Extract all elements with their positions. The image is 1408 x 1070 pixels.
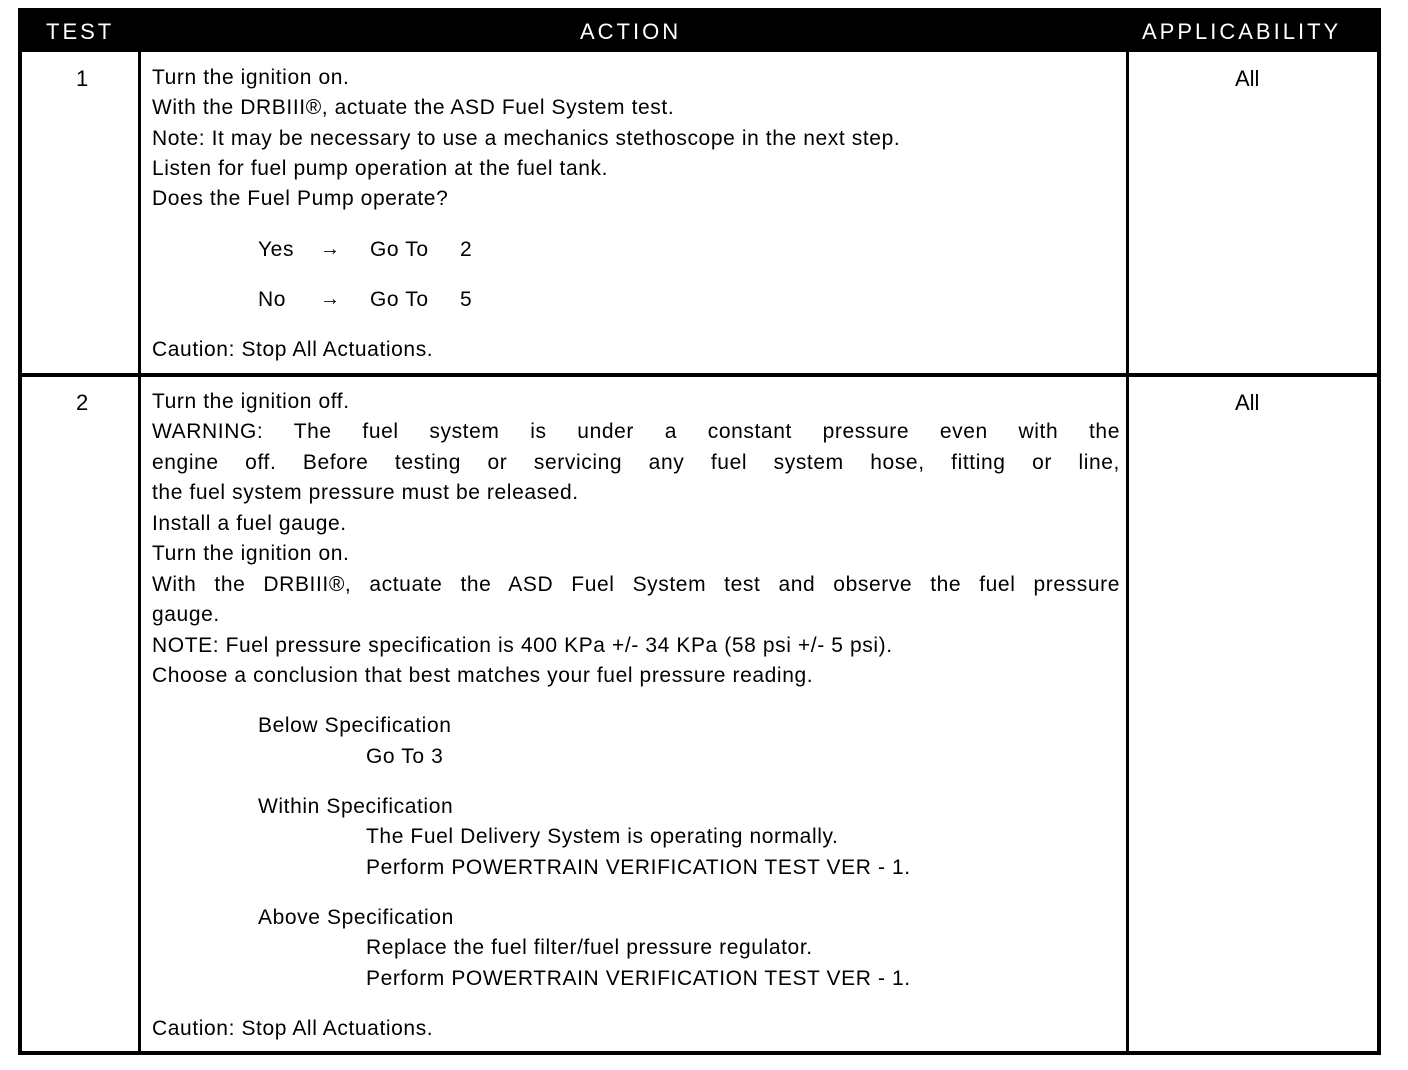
- test2-warning-line: WARNING: The fuel system is under a constant pressure even with the: [152, 420, 1120, 443]
- header-applicability: APPLICABILITY: [1142, 19, 1342, 44]
- test2-line: Turn the ignition off.: [152, 390, 350, 413]
- applicability-1: All: [1235, 66, 1260, 91]
- test2-line: Choose a conclusion that best matches your fuel pressure reading.: [152, 664, 814, 687]
- test2-note: NOTE: Fuel pressure specification is 400 KPa +/- 34 KPa (58 psi +/- 5 psi).: [152, 634, 893, 657]
- test2-line: With the DRBIII®, actuate the ASD Fuel System test and observe the fuel pressure: [152, 573, 1120, 596]
- arrow-icon: →: [320, 238, 340, 260]
- yes-goto-target: 2: [460, 238, 473, 261]
- above-spec-label: Above Specification: [258, 906, 454, 929]
- test1-line: Turn the ignition on.: [152, 66, 350, 89]
- below-spec-action: Go To 3: [366, 745, 444, 768]
- test-number-2: 2: [76, 390, 89, 415]
- test2-line: gauge.: [152, 603, 220, 626]
- test1-line: Listen for fuel pump operation at the fuel tank.: [152, 157, 609, 180]
- within-spec-action: The Fuel Delivery System is operating normally.: [366, 825, 839, 848]
- yes-option-label: Yes: [258, 238, 295, 261]
- test2-line: Turn the ignition on.: [152, 542, 350, 565]
- test-number-1: 1: [76, 66, 89, 91]
- below-spec-label: Below Specification: [258, 714, 452, 737]
- yes-goto-label: Go To: [370, 238, 429, 261]
- table-header: [22, 12, 1377, 52]
- applicability-2: All: [1235, 390, 1260, 415]
- diagnostic-table: [18, 8, 1381, 1055]
- header-action: ACTION: [580, 19, 682, 44]
- no-option-label: No: [258, 288, 287, 311]
- no-goto-target: 5: [460, 288, 473, 311]
- column-divider-applicability: [1126, 52, 1129, 1051]
- within-spec-label: Within Specification: [258, 795, 454, 818]
- column-divider-test: [138, 52, 141, 1051]
- test1-line: With the DRBIII®, actuate the ASD Fuel System test.: [152, 96, 675, 119]
- test1-line: Note: It may be necessary to use a mechanics stethoscope in the next step.: [152, 127, 901, 150]
- row-divider: [22, 373, 1377, 377]
- within-spec-action: Perform POWERTRAIN VERIFICATION TEST VER - 1.: [366, 856, 911, 879]
- test2-caution: Caution: Stop All Actuations.: [152, 1017, 434, 1040]
- header-test: TEST: [46, 19, 115, 44]
- above-spec-action: Perform POWERTRAIN VERIFICATION TEST VER - 1.: [366, 967, 911, 990]
- test1-line: Does the Fuel Pump operate?: [152, 187, 449, 210]
- test2-warning-line: engine off. Before testing or servicing any fuel system hose, fitting or line,: [152, 451, 1120, 474]
- above-spec-action: Replace the fuel filter/fuel pressure regulator.: [366, 936, 813, 959]
- test2-line: the fuel system pressure must be released.: [152, 481, 579, 504]
- arrow-icon: →: [320, 288, 340, 310]
- test1-caution: Caution: Stop All Actuations.: [152, 338, 434, 361]
- no-goto-label: Go To: [370, 288, 429, 311]
- test2-line: Install a fuel gauge.: [152, 512, 347, 535]
